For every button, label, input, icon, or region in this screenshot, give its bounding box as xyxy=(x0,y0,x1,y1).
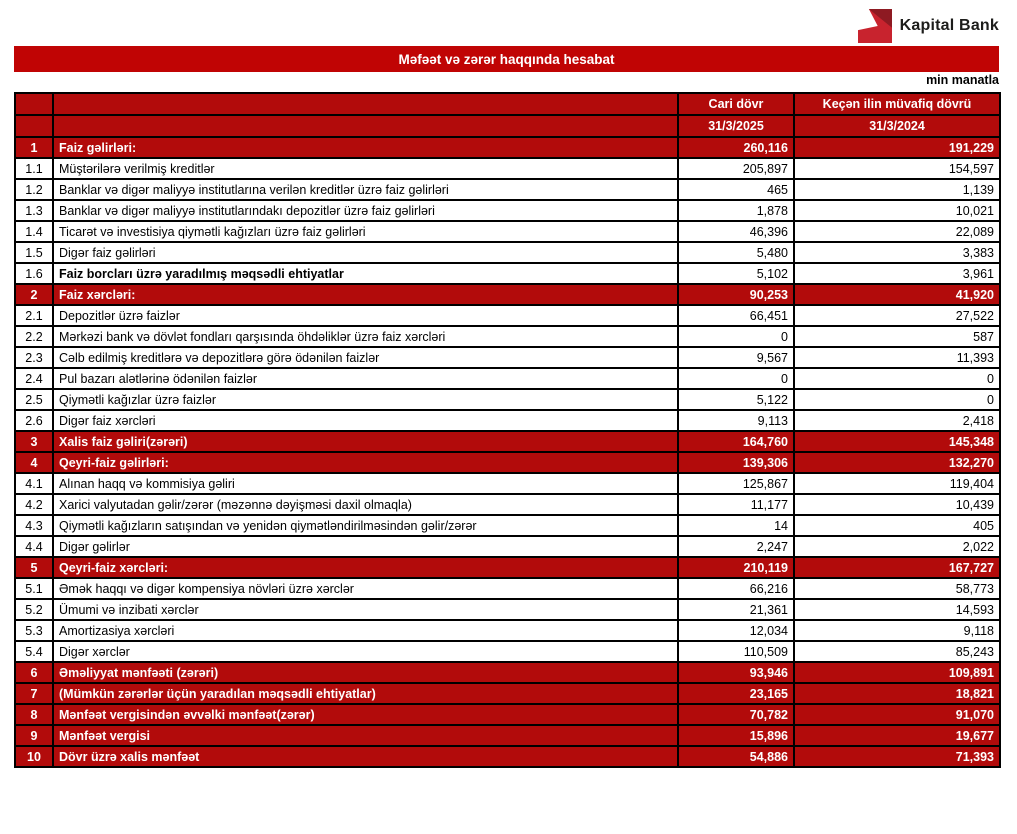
row-number-cell: 10 xyxy=(15,746,53,767)
table-row xyxy=(15,641,1000,662)
current-period-value-cell: 139,306 xyxy=(678,452,794,473)
current-period-value-cell: 21,361 xyxy=(678,599,794,620)
table-row xyxy=(15,410,1000,431)
current-period-value-cell: 23,165 xyxy=(678,683,794,704)
current-period-value-cell: 9,113 xyxy=(678,410,794,431)
prior-period-value-cell: 0 xyxy=(794,368,1000,389)
row-number-cell: 5.2 xyxy=(15,599,53,620)
prior-period-value-cell: 14,593 xyxy=(794,599,1000,620)
row-number-cell: 1.3 xyxy=(15,200,53,221)
row-label-cell: Digər xərclər xyxy=(53,641,678,662)
row-label-cell: Alınan haqq və kommisiya gəliri xyxy=(53,473,678,494)
current-period-value-cell: 5,480 xyxy=(678,242,794,263)
row-label-cell: Müştərilərə verilmiş kreditlər xyxy=(53,158,678,179)
current-period-value-cell: 66,216 xyxy=(678,578,794,599)
row-number-cell: 1 xyxy=(15,137,53,158)
row-label-cell: Digər faiz gəlirləri xyxy=(53,242,678,263)
table-body xyxy=(15,137,1000,767)
row-number-cell: 6 xyxy=(15,662,53,683)
table-header xyxy=(15,93,1000,137)
row-label-cell: (Mümkün zərərlər üçün yaradılan məqsədli ehtiyatlar) xyxy=(53,683,678,704)
row-number-cell: 4.2 xyxy=(15,494,53,515)
row-number-cell: 1.1 xyxy=(15,158,53,179)
table-row xyxy=(15,683,1000,704)
row-number-cell: 1.4 xyxy=(15,221,53,242)
report-title: Məfəət və zərər haqqında hesabat xyxy=(398,51,615,67)
row-label-cell: Digər faiz xərcləri xyxy=(53,410,678,431)
prior-period-value-cell: 71,393 xyxy=(794,746,1000,767)
prior-period-value-cell: 145,348 xyxy=(794,431,1000,452)
table-row xyxy=(15,662,1000,683)
current-period-value-cell: 70,782 xyxy=(678,704,794,725)
table-row xyxy=(15,557,1000,578)
current-period-value-cell: 9,567 xyxy=(678,347,794,368)
current-period-value-cell: 210,119 xyxy=(678,557,794,578)
current-period-value-cell: 14 xyxy=(678,515,794,536)
row-number-cell: 5.4 xyxy=(15,641,53,662)
table-row xyxy=(15,179,1000,200)
kapital-bank-logo-icon xyxy=(858,9,892,43)
prior-period-value-cell: 191,229 xyxy=(794,137,1000,158)
row-label-cell: Xarici valyutadan gəlir/zərər (məzənnə dəyişməsi daxil olmaqla) xyxy=(53,494,678,515)
table-row xyxy=(15,137,1000,158)
row-label-cell: Digər gəlirlər xyxy=(53,536,678,557)
header-empty-label-cell xyxy=(53,115,678,137)
current-period-value-cell: 46,396 xyxy=(678,221,794,242)
profit-loss-table xyxy=(14,92,1001,768)
row-label-cell: Əməliyyat mənfəəti (zərəri) xyxy=(53,662,678,683)
current-period-value-cell: 66,451 xyxy=(678,305,794,326)
prior-period-value-cell: 85,243 xyxy=(794,641,1000,662)
prior-period-value-cell: 2,418 xyxy=(794,410,1000,431)
table-row xyxy=(15,326,1000,347)
table-row xyxy=(15,305,1000,326)
row-label-cell: Ümumi və inzibati xərclər xyxy=(53,599,678,620)
prior-period-value-cell: 58,773 xyxy=(794,578,1000,599)
current-period-value-cell: 110,509 xyxy=(678,641,794,662)
prior-period-value-cell: 91,070 xyxy=(794,704,1000,725)
row-label-cell: Faiz gəlirləri: xyxy=(53,137,678,158)
current-period-value-cell: 125,867 xyxy=(678,473,794,494)
row-number-cell: 8 xyxy=(15,704,53,725)
table-row xyxy=(15,284,1000,305)
row-number-cell: 2.3 xyxy=(15,347,53,368)
row-label-cell: Qiymətli kağızlar üzrə faizlər xyxy=(53,389,678,410)
header-empty-no-cell xyxy=(15,115,53,137)
row-number-cell: 1.6 xyxy=(15,263,53,284)
table-row xyxy=(15,746,1000,767)
table-row xyxy=(15,431,1000,452)
row-number-cell: 4.1 xyxy=(15,473,53,494)
current-period-value-cell: 93,946 xyxy=(678,662,794,683)
row-number-cell: 2.4 xyxy=(15,368,53,389)
current-period-value-cell: 0 xyxy=(678,326,794,347)
header-row-dates xyxy=(15,115,1000,137)
table-row xyxy=(15,452,1000,473)
current-period-value-cell: 164,760 xyxy=(678,431,794,452)
prior-period-value-cell: 19,677 xyxy=(794,725,1000,746)
prior-period-value-cell: 3,961 xyxy=(794,263,1000,284)
table-row xyxy=(15,599,1000,620)
unit-note: min manatla xyxy=(926,73,999,87)
row-number-cell: 1.5 xyxy=(15,242,53,263)
current-period-value-cell: 54,886 xyxy=(678,746,794,767)
prior-period-value-cell: 154,597 xyxy=(794,158,1000,179)
row-number-cell: 2.2 xyxy=(15,326,53,347)
prior-period-value-cell: 10,439 xyxy=(794,494,1000,515)
row-number-cell: 2.5 xyxy=(15,389,53,410)
table-row xyxy=(15,536,1000,557)
row-label-cell: Cəlb edilmiş kreditlərə və depozitlərə görə ödənilən faizlər xyxy=(53,347,678,368)
row-label-cell: Faiz xərcləri: xyxy=(53,284,678,305)
row-label-cell: Banklar və digər maliyyə institutlarındakı depozitlər üzrə faiz gəlirləri xyxy=(53,200,678,221)
current-period-value-cell: 0 xyxy=(678,368,794,389)
current-period-value-cell: 5,102 xyxy=(678,263,794,284)
table-row xyxy=(15,515,1000,536)
table-row xyxy=(15,389,1000,410)
row-label-cell: Amortizasiya xərcləri xyxy=(53,620,678,641)
table-row xyxy=(15,704,1000,725)
current-period-value-cell: 11,177 xyxy=(678,494,794,515)
current-period-value-cell: 2,247 xyxy=(678,536,794,557)
header-current-period: Cari dövr xyxy=(678,93,794,115)
row-label-cell: Ticarət və investisiya qiymətli kağızları üzrə faiz gəlirləri xyxy=(53,221,678,242)
prior-period-value-cell: 10,021 xyxy=(794,200,1000,221)
row-number-cell: 2 xyxy=(15,284,53,305)
prior-period-value-cell: 27,522 xyxy=(794,305,1000,326)
table-row xyxy=(15,368,1000,389)
prior-period-value-cell: 405 xyxy=(794,515,1000,536)
row-label-cell: Qeyri-faiz xərcləri: xyxy=(53,557,678,578)
table-row xyxy=(15,347,1000,368)
row-label-cell: Qeyri-faiz gəlirləri: xyxy=(53,452,678,473)
current-period-value-cell: 465 xyxy=(678,179,794,200)
prior-period-value-cell: 132,270 xyxy=(794,452,1000,473)
row-number-cell: 9 xyxy=(15,725,53,746)
row-number-cell: 1.2 xyxy=(15,179,53,200)
row-label-cell: Mənfəət vergisi xyxy=(53,725,678,746)
row-number-cell: 2.1 xyxy=(15,305,53,326)
table-row xyxy=(15,620,1000,641)
prior-period-value-cell: 41,920 xyxy=(794,284,1000,305)
row-number-cell: 5.1 xyxy=(15,578,53,599)
table-row xyxy=(15,494,1000,515)
prior-period-value-cell: 109,891 xyxy=(794,662,1000,683)
row-number-cell: 4.3 xyxy=(15,515,53,536)
table-row xyxy=(15,263,1000,284)
header-row-period xyxy=(15,93,1000,115)
brand-name: Kapital Bank xyxy=(899,17,999,34)
row-number-cell: 3 xyxy=(15,431,53,452)
row-label-cell: Mərkəzi bank və dövlət fondları qarşısında öhdəliklər üzrə faiz xərcləri xyxy=(53,326,678,347)
row-label-cell: Mənfəət vergisindən əvvəlki mənfəət(zərər) xyxy=(53,704,678,725)
header-current-date: 31/3/2025 xyxy=(678,115,794,137)
row-number-cell: 4 xyxy=(15,452,53,473)
row-number-cell: 5 xyxy=(15,557,53,578)
prior-period-value-cell: 0 xyxy=(794,389,1000,410)
prior-period-value-cell: 22,089 xyxy=(794,221,1000,242)
row-number-cell: 4.4 xyxy=(15,536,53,557)
brand-header xyxy=(858,9,999,43)
row-number-cell: 7 xyxy=(15,683,53,704)
table-row xyxy=(15,578,1000,599)
table-row xyxy=(15,158,1000,179)
table-row xyxy=(15,473,1000,494)
current-period-value-cell: 5,122 xyxy=(678,389,794,410)
prior-period-value-cell: 587 xyxy=(794,326,1000,347)
row-label-cell: Banklar və digər maliyyə institutlarına verilən kreditlər üzrə faiz gəlirləri xyxy=(53,179,678,200)
prior-period-value-cell: 3,383 xyxy=(794,242,1000,263)
current-period-value-cell: 205,897 xyxy=(678,158,794,179)
table-row xyxy=(15,200,1000,221)
row-label-cell: Depozitlər üzrə faizlər xyxy=(53,305,678,326)
current-period-value-cell: 15,896 xyxy=(678,725,794,746)
header-prior-date: 31/3/2024 xyxy=(794,115,1000,137)
table-row xyxy=(15,221,1000,242)
prior-period-value-cell: 18,821 xyxy=(794,683,1000,704)
prior-period-value-cell: 9,118 xyxy=(794,620,1000,641)
row-label-cell: Dövr üzrə xalis mənfəət xyxy=(53,746,678,767)
current-period-value-cell: 1,878 xyxy=(678,200,794,221)
report-title-bar xyxy=(14,46,999,72)
prior-period-value-cell: 11,393 xyxy=(794,347,1000,368)
row-label-cell: Qiymətli kağızların satışından və yenidən qiymətləndirilməsindən gəlir/zərər xyxy=(53,515,678,536)
table-row xyxy=(15,242,1000,263)
row-number-cell: 5.3 xyxy=(15,620,53,641)
prior-period-value-cell: 1,139 xyxy=(794,179,1000,200)
current-period-value-cell: 260,116 xyxy=(678,137,794,158)
prior-period-value-cell: 2,022 xyxy=(794,536,1000,557)
row-number-cell: 2.6 xyxy=(15,410,53,431)
header-empty-no-cell xyxy=(15,93,53,115)
row-label-cell: Pul bazarı alətlərinə ödənilən faizlər xyxy=(53,368,678,389)
table-row xyxy=(15,725,1000,746)
header-prior-period: Keçən ilin müvafiq dövrü xyxy=(794,93,1000,115)
header-empty-label-cell xyxy=(53,93,678,115)
prior-period-value-cell: 119,404 xyxy=(794,473,1000,494)
current-period-value-cell: 12,034 xyxy=(678,620,794,641)
row-label-cell: Xalis faiz gəliri(zərəri) xyxy=(53,431,678,452)
row-label-cell: Faiz borcları üzrə yaradılmış məqsədli ehtiyatlar xyxy=(53,263,678,284)
prior-period-value-cell: 167,727 xyxy=(794,557,1000,578)
row-label-cell: Əmək haqqı və digər kompensiya növləri üzrə xərclər xyxy=(53,578,678,599)
current-period-value-cell: 90,253 xyxy=(678,284,794,305)
